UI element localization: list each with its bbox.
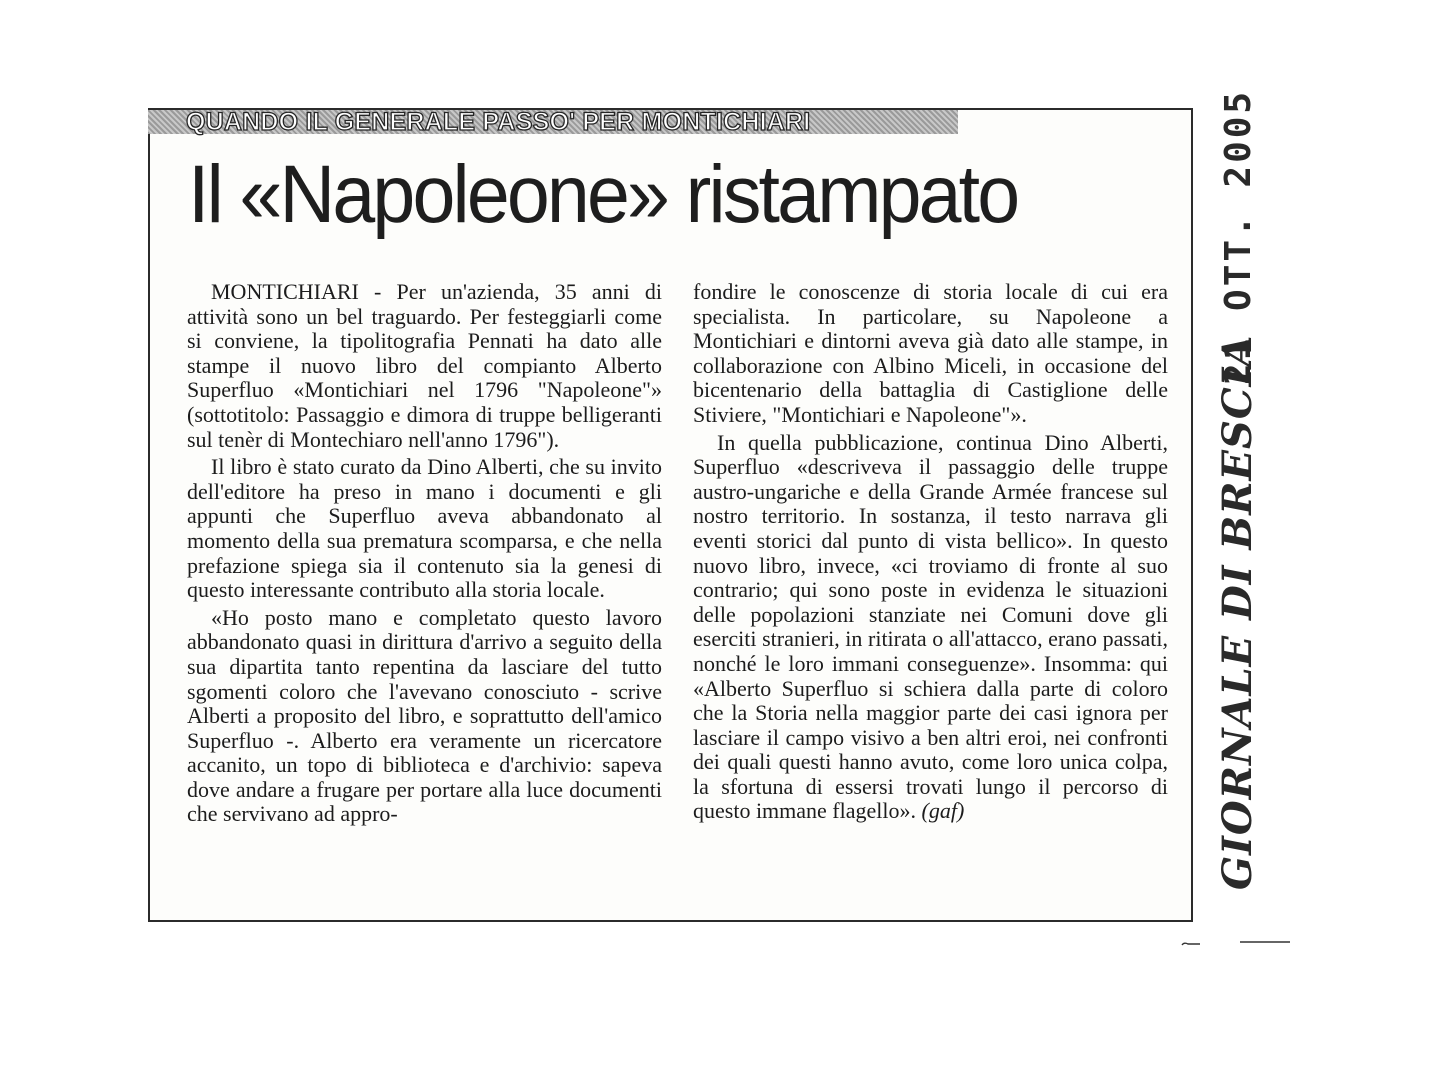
publication-date: 21 OTT. 2005 — [1218, 88, 1259, 385]
article-paragraph: «Ho posto mano e completato questo lavoro abbandonato quasi in dirittura d'arrivo a seguito della sua dipartita tanto repentina da lasciare del tutto sgomenti coloro che l'avevano conosciuto - scrive Alberti a proposito del libro, e soprattutto dell'amico Superfluo -. Alberto era veramente un ricercatore accanito, un topo di biblioteca e d'archivio: sapeva dove andare a frugare per portare alla luce documenti che servivano ad appro- — [187, 604, 662, 827]
kicker-text: QUANDO IL GENERALE PASSO' PER MONTICHIARI — [186, 108, 811, 136]
article-paragraph: fondire le conoscenze di storia locale di cui era specialista. In particolare, su Napoleone a Montichiari e dintorni aveva già dato alle stampe, in collaborazione con Albino Miceli, in occasione del bicentenario della battaglia di Castiglione delle Stiviere, "Montichiari e Napoleone"». — [693, 279, 1168, 427]
article-paragraph: Il libro è stato curato da Dino Alberti, che su invito dell'editore ha preso in mano i documenti e gli appunti che Superfluo aveva abbandonato al momento della sua prematura scomparsa, e che nella prefazione spiega sia il contenuto sia la genesi di questo interessante contributo alla storia locale. — [187, 454, 662, 603]
paragraph-text: - Per un'azienda, 35 anni di attività sono un bel traguardo. Per festeggiarli come si conviene, la tipolitografia Pennati ha dato alle stampe il nuovo libro del compianto Alberto Superfluo «Montichiari nel 1796 "Napoleone"» (sottotitolo: Passaggio e dimora di truppe belligeranti sul tenèr di Montechiaro nell'anno 1796"). — [187, 279, 662, 452]
author-signature: (gaf) — [921, 798, 965, 824]
dateline: MONTICHIARI — [211, 279, 359, 304]
kicker-banner — [148, 110, 958, 134]
article-column-right — [693, 280, 1168, 827]
headline: Il «Napoleone» ristampato — [188, 149, 1018, 240]
article-column-left — [187, 280, 662, 830]
paragraph-text: In quella pubblicazione, continua Dino Alberti, Superfluo «descriveva il passaggio delle truppe austro-ungariche e della Grande Armée francese sul nostro territorio. In sostanza, il testo narrava gli eventi storici dal punto di vista bellico». In questo nuovo libro, invece, «ci troviamo di fronte al suo contrario; qui sono poste in evidenza le situazioni delle popolazioni stanziate nei Comuni dove gli eserciti stranieri, in ritirata o all'attacco, erano passati, nonché le loro immani conseguenze». Insomma: qui «Alberto Superfluo si schiera dalla parte di coloro che la Storia nella maggior parte dei casi ignora per lasciare il campo visivo a ben altri eroi, nei confronti dei quali questi hanno avuto, come loro unica colpa, la sfortuna di essersi trovati lungo il percorso di questo immane flagello». — [693, 429, 1168, 824]
pen-mark — [1180, 940, 1292, 948]
article-paragraph — [187, 280, 662, 452]
newspaper-masthead: GIORNALE DI BRESCIA — [1214, 334, 1261, 890]
article-paragraph — [693, 431, 1168, 825]
